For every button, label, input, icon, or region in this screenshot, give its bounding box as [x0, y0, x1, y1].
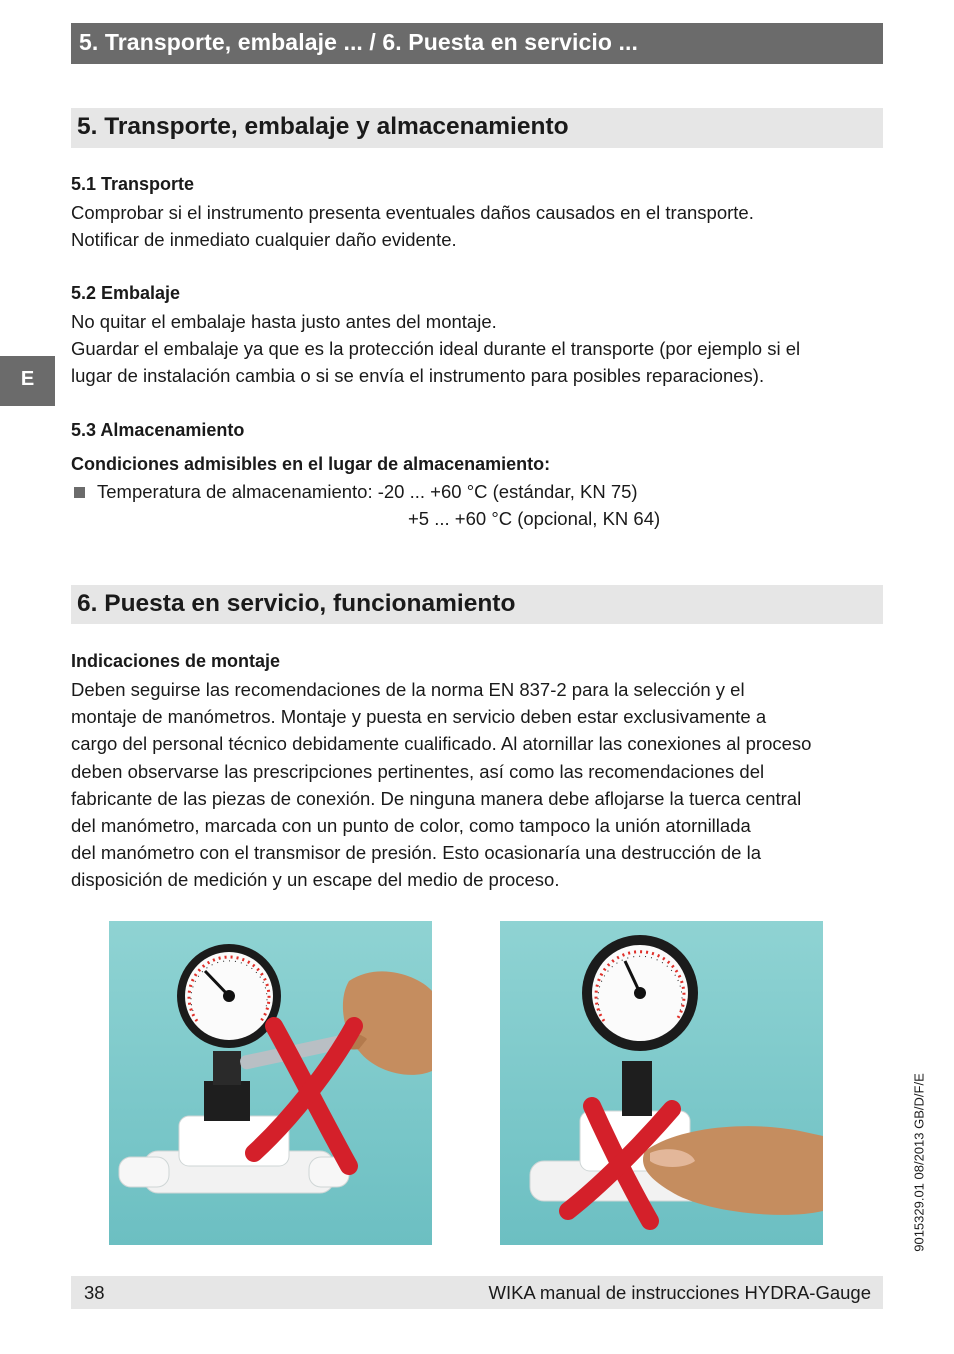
packaging-heading: 5.2 Embalaje — [71, 283, 181, 303]
mounting-heading: Indicaciones de montaje — [71, 651, 281, 671]
storage-temperature-line-2: +5 ... +60 °C (opcional, KN 64) — [408, 508, 661, 529]
text-line: deben observarse las prescripciones pertinentes, así como las recomendaciones del — [71, 760, 765, 782]
transport-paragraph — [71, 199, 883, 253]
text-line: lugar de instalación cambia o si se envía el instrumento para posibles reparaciones). — [71, 365, 765, 387]
chapter-header-title: 5. Transporte, embalaje ... / 6. Puesta en servicio ... — [79, 29, 639, 55]
chapter-header-bar — [71, 23, 883, 64]
text-line: montaje de manómetros. Montaje y puesta en servicio deben estar exclusivamente a — [71, 706, 767, 728]
photo-hand-on-gauge — [500, 921, 823, 1245]
section-5-title: 5. Transporte, embalaje y almacenamiento — [77, 113, 569, 140]
section-6-bar — [71, 585, 883, 624]
text-line: Notificar de inmediato cualquier daño evidente. — [71, 229, 457, 251]
photo-hand-illustration — [500, 921, 823, 1245]
language-tab-label: E — [20, 368, 35, 390]
footer-bar — [71, 1276, 883, 1309]
storage-conditions-heading: Condiciones admisibles en el lugar de almacenamiento: — [71, 454, 551, 474]
text-line: Guardar el embalaje ya que es la protección ideal durante el transporte (por ejemplo si el — [71, 338, 801, 360]
page-number: 38 — [84, 1282, 105, 1303]
text-line: del manómetro con el transmisor de presión. Esto ocasionaría una destrucción de la — [71, 842, 762, 864]
storage-heading: 5.3 Almacenamiento — [71, 420, 245, 440]
text-line: disposición de medición y un escape del medio de proceso. — [71, 869, 560, 891]
manual-title: WIKA manual de instrucciones HYDRA-Gauge — [488, 1282, 871, 1303]
text-line: No quitar el embalaje hasta justo antes del montaje. — [71, 311, 497, 332]
text-line: del manómetro, marcada con un punto de color, como tampoco la unión atornillada — [71, 815, 751, 837]
document-reference-text: 9015329.01 08/2013 GB/D/F/E — [911, 1073, 927, 1252]
storage-temperature-line-1: Temperatura de almacenamiento: -20 ... +60 °C (estándar, KN 75) — [97, 481, 638, 502]
photo-wrench-on-gauge — [109, 921, 432, 1245]
photo-wrench-illustration — [109, 921, 432, 1245]
bullet-square-icon — [74, 487, 85, 498]
section-6-title: 6. Puesta en servicio, funcionamiento — [77, 590, 516, 617]
text-line: Deben seguirse las recomendaciones de la norma EN 837-2 para la selección y el — [71, 679, 745, 700]
packaging-paragraph — [71, 308, 883, 390]
section-5-bar — [71, 108, 883, 148]
language-tab — [0, 356, 55, 406]
text-line: cargo del personal técnico debidamente cualificado. Al atornillar las conexiones al proceso — [71, 733, 812, 755]
mounting-paragraph — [71, 676, 883, 894]
transport-heading: 5.1 Transporte — [71, 174, 195, 194]
text-line: fabricante de las piezas de conexión. De ninguna manera debe aflojarse la tuerca central — [71, 787, 802, 809]
text-line: Comprobar si el instrumento presenta eventuales daños causados en el transporte. — [71, 202, 754, 223]
